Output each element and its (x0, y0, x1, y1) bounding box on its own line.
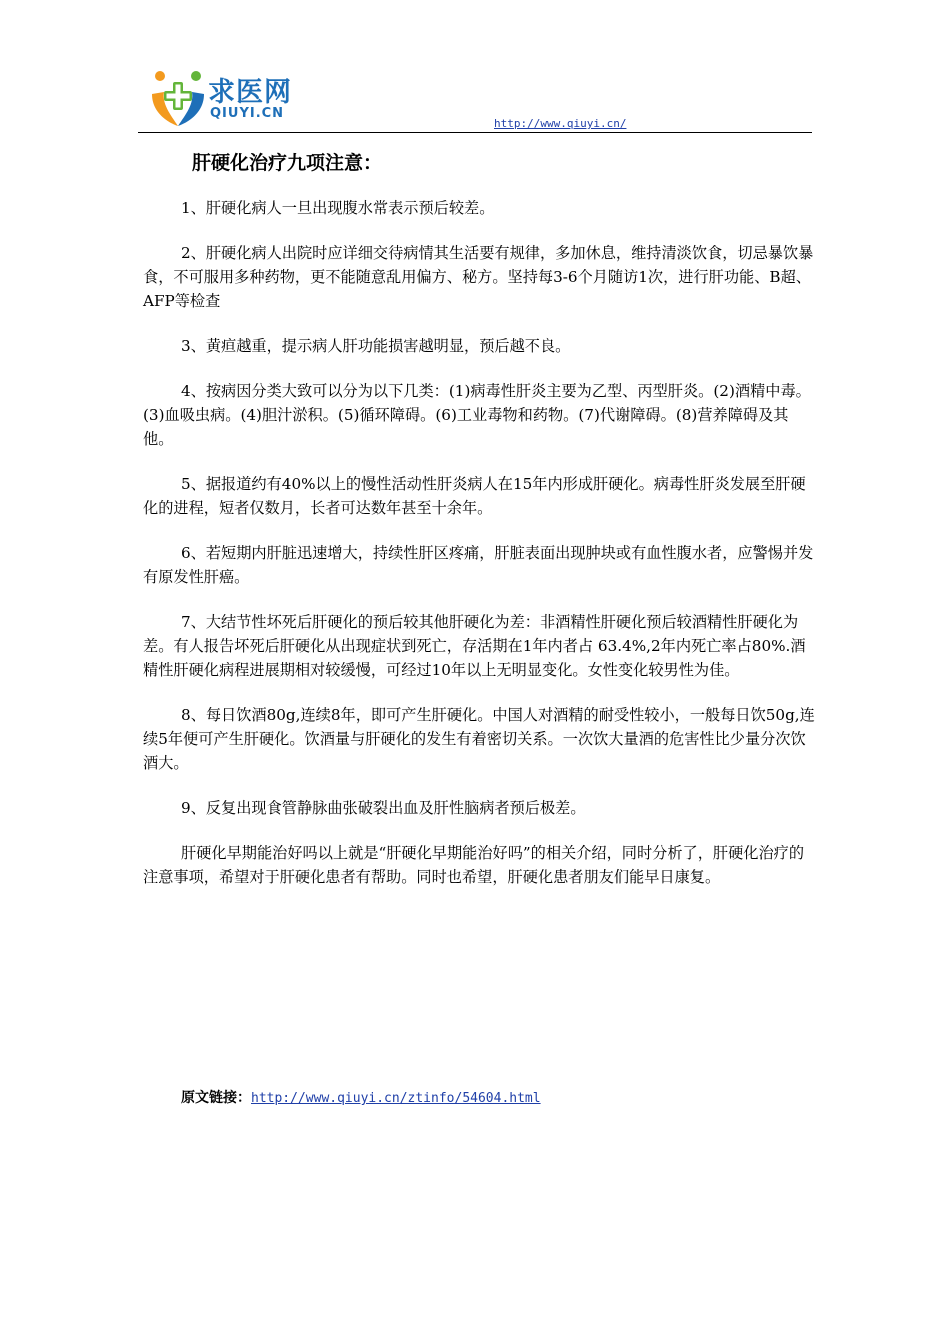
article-body (143, 196, 815, 910)
medical-cross-people-icon (150, 68, 210, 128)
article-title: 肝硬化治疗九项注意： (192, 152, 383, 174)
paragraph: 9、反复出现食管静脉曲张破裂出血及肝性脑病者预后极差。 (181, 799, 586, 817)
header-divider (138, 132, 812, 133)
source-label: 原文链接： (181, 1090, 251, 1106)
paragraph: 4、按病因分类大致可以分为以下几类：(1)病毒性肝炎主要为乙型、丙型肝炎。(2)酒精中毒。(3)血吸虫病。(4)胆汁淤积。(5)循环障碍。(6)工业毒物和药物。(7)代谢障碍。(8)营养障碍及其他。 (143, 382, 811, 448)
logo-text-cn: 求医网 (208, 77, 292, 108)
paragraph: 7、大结节性坏死后肝硬化的预后较其他肝硬化为差：非酒精性肝硬化预后较酒精性肝硬化为差。有人报告坏死后肝硬化从出现症状到死亡，存活期在1年内者占 63.4%,2年内死亡率占80%.酒精性肝硬化病程进展期相对较缓慢，可经过10年以上无明显变化。女性变化较男性为佳。 (143, 613, 806, 679)
source-link-row (181, 1087, 541, 1107)
paragraph: 5、据报道约有40%以上的慢性活动性肝炎病人在15年内形成肝硬化。病毒性肝炎发展至肝硬化的进程，短者仅数月，长者可达数年甚至十余年。 (143, 475, 806, 517)
page-header (138, 62, 812, 134)
logo-text-en: QIUYI.CN (210, 106, 285, 121)
paragraph: 6、若短期内肝脏迅速增大，持续性肝区疼痛，肝脏表面出现肿块或有血性腹水者，应警惕并发有原发性肝癌。 (143, 544, 814, 586)
paragraph: 肝硬化早期能治好吗以上就是“肝硬化早期能治好吗”的相关介绍，同时分析了，肝硬化治疗的注意事项，希望对于肝硬化患者有帮助。同时也希望，肝硬化患者朋友们能早日康复。 (143, 844, 805, 886)
site-logo[interactable] (150, 68, 320, 128)
paragraph: 1、肝硬化病人一旦出现腹水常表示预后较差。 (181, 199, 495, 217)
paragraph: 8、每日饮酒80g,连续8年，即可产生肝硬化。中国人对酒精的耐受性较小，一般每日饮50g,连续5年便可产生肝硬化。饮酒量与肝硬化的发生有着密切关系。一次饮大量酒的危害性比少量分次饮酒大。 (143, 706, 815, 772)
paragraph: 3、黄疸越重，提示病人肝功能损害越明显，预后越不良。 (181, 337, 571, 355)
header-site-link[interactable]: http://www.qiuyi.cn/ (494, 117, 627, 130)
paragraph: 2、肝硬化病人出院时应详细交待病情其生活要有规律，多加休息，维持清淡饮食，切忌暴饮暴食，不可服用多种药物，更不能随意乱用偏方、秘方。坚持每3-6个月随访1次，进行肝功能、B超、AFP等检查 (143, 244, 814, 310)
source-url-link[interactable]: http://www.qiuyi.cn/ztinfo/54604.html (251, 1091, 541, 1106)
